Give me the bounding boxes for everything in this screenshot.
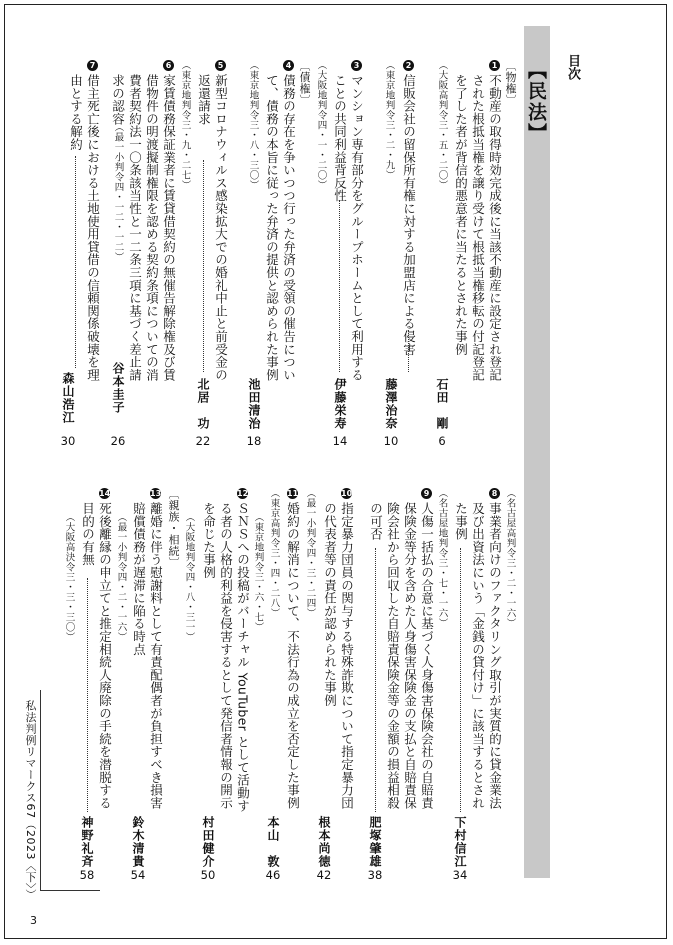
- author-name: 森山浩江: [61, 372, 75, 424]
- page-ref: 58: [79, 868, 95, 882]
- item-title-line: 家賃債務保証業者に賃貸借契約の無催告解除権及び賃: [161, 74, 177, 382]
- category-obligations: 〔債権〕: [298, 60, 311, 106]
- item-number: 11: [287, 489, 299, 498]
- item-title-line: 由とする解約: [68, 74, 84, 151]
- author-name: 根本尚徳: [317, 816, 331, 868]
- item-title-line: 事業者向けのファクタリング取引が実質的に貸金業法: [487, 502, 503, 810]
- item-title-line: 新型コロナウィルス感染拡大での婚礼中止と前受金の: [213, 74, 229, 382]
- author-name: 谷本圭子: [111, 362, 125, 414]
- court-reference: （大阪高判令三・五・二〇）: [436, 60, 448, 190]
- item-number: 12: [237, 489, 249, 498]
- item-title-line: の代表者等の責任が認められた事例: [322, 502, 338, 707]
- item-title-line: た事例: [453, 502, 469, 541]
- section-heading: 【民法】: [525, 60, 547, 144]
- author-name: 伊藤栄寿: [333, 378, 347, 430]
- item-title-line: の可否: [368, 502, 384, 541]
- court-reference: （大阪地判令四・一・二〇）: [315, 60, 327, 190]
- court-reference: （東京地判令三・六・七）: [252, 512, 264, 632]
- author-name: 神野礼斉: [80, 816, 94, 868]
- author-name: 北居 功: [196, 378, 210, 430]
- item-number: 8: [489, 488, 500, 499]
- item-title-line: 借主死亡後における土地使用貸借の信頼関係破壊を理: [85, 74, 101, 382]
- item-title-line: 離婚に伴う慰謝料として有責配偶者が負担すべき損害: [148, 502, 164, 810]
- item-title-line: 信販会社の留保所有権に対する加盟店による侵害: [401, 74, 417, 356]
- leader-dots: [408, 330, 409, 372]
- item-title-line: 人傷一括払の合意に基づく人身傷害保険会社の自賠責: [419, 502, 435, 810]
- page-ref: 14: [332, 434, 348, 448]
- court-reference: （最一小判令四・三・二四）: [304, 488, 316, 618]
- item-number: 7: [87, 60, 98, 71]
- page-ref: 22: [195, 434, 211, 448]
- item-number: 5: [215, 60, 226, 71]
- author-name: 下村信江: [453, 816, 467, 868]
- author-name: 池田清治: [247, 378, 261, 430]
- court-reference: （最一小判令四・二・一六）: [115, 512, 127, 642]
- item-title-line: を命じた事例: [201, 502, 217, 579]
- page-ref: 38: [367, 868, 383, 882]
- item-title-line: 不動産の取得時効完成後に当該不動産に設定され登記: [487, 74, 503, 382]
- category-property: 〔物権〕: [504, 60, 517, 106]
- page-ref: 18: [246, 434, 262, 448]
- page-ref: 34: [452, 868, 468, 882]
- item-title-line: 求の認容: [110, 74, 126, 126]
- item-title-line: 返還請求: [196, 74, 212, 126]
- margin-rule: [40, 690, 41, 890]
- item-title-line: 保険金等分を含めた人身傷害保険金の支払と自賠責保: [402, 502, 418, 810]
- court-reference: （大阪高決令三・三・三〇）: [63, 512, 75, 642]
- margin-rule-foot: [40, 890, 100, 891]
- item-title-line: 費者契約法一〇条該当性と一二条三項に基づく差止請: [127, 74, 143, 382]
- item-number: 9: [421, 488, 432, 499]
- page-title: 目次: [565, 54, 580, 80]
- item-title-line: された根抵当権を譲り受けて根抵当権移転の付記登記: [470, 74, 486, 382]
- item-title-line: 賠償債務が遅滞に陥る時点: [131, 502, 147, 656]
- item-number: 6: [163, 60, 174, 71]
- page-ref: 26: [110, 434, 126, 448]
- item-title-line: る者の人格的利益を侵害するとして発信者情報の開示: [218, 502, 234, 810]
- page-ref: 6: [438, 434, 446, 448]
- item-title-line: マンション専有部分をグループホームとして利用する: [349, 74, 365, 382]
- item-number: 13: [150, 489, 162, 498]
- court-reference: （東京高判令三・四・二八）: [268, 488, 280, 618]
- leader-dots: [460, 548, 461, 812]
- court-reference: （最一小判令四・一二・一二）: [112, 122, 124, 262]
- item-title-line: て、債務の本旨に従った弁済の提供と認められた事例: [264, 74, 280, 382]
- page-ref: 10: [383, 434, 399, 448]
- leader-dots: [339, 200, 340, 372]
- page-number: 3: [30, 914, 37, 927]
- page-ref: 50: [200, 868, 216, 882]
- section-band: [524, 26, 550, 878]
- court-reference: （東京地判令三・二・九）: [383, 60, 395, 180]
- author-name: 本山 敦: [266, 816, 280, 868]
- item-number: 2: [403, 60, 414, 71]
- category-family: 〔親族・相続〕: [167, 488, 180, 569]
- item-number: 3: [351, 60, 362, 71]
- court-reference: （大阪地判令四・八・三一）: [183, 512, 195, 642]
- author-name: 村田健介: [201, 816, 215, 868]
- court-reference: （名古屋地判令三・七・一六）: [436, 488, 448, 628]
- item-title-line: ことの共同利益背反性: [332, 74, 348, 202]
- item-number: 14: [99, 489, 111, 498]
- author-name: 肥塚肇雄: [368, 816, 382, 868]
- author-name: 鈴木清貴: [131, 816, 145, 868]
- item-number: 10: [341, 489, 353, 498]
- author-name: 藤澤治奈: [384, 378, 398, 430]
- leader-dots: [87, 578, 88, 812]
- journal-label: 私法判例リマークス67（2023〈下〉）: [24, 700, 37, 901]
- item-title-line: 指定暴力団員の関与する特殊詐欺について指定暴力団: [339, 502, 355, 810]
- item-title-line: 険会社から回収した自賠責保険金等の金額の損益相殺: [385, 502, 401, 810]
- item-title-line: ＳＮＳへの投稿がバーチャル YouTuber として活動す: [235, 502, 251, 813]
- court-reference: （東京地判令三・九・二七）: [179, 60, 191, 190]
- item-title-line: 債務の存在を争いつつ行った弁済の受領の催告につい: [281, 74, 297, 382]
- item-title-line: を了した者が背信的悪意者に当たるとされた事例: [453, 74, 469, 356]
- author-name: 石田 剛: [435, 378, 449, 430]
- page-ref: 54: [130, 868, 146, 882]
- page-ref: 42: [316, 868, 332, 882]
- item-title-line: 借物件の明渡擬制権限を認める契約条項についての消: [144, 74, 160, 382]
- item-title-line: 及び出資法にいう「金銭の貸付け」に該当するとされ: [470, 502, 486, 810]
- court-reference: （東京地判令三・八・三〇）: [247, 60, 259, 190]
- item-title-line: 死後離縁の申立てと推定相続人廃除の手続を潜脱する: [97, 502, 113, 810]
- item-number: 4: [283, 60, 294, 71]
- item-number: 1: [489, 60, 500, 71]
- leader-dots: [375, 548, 376, 812]
- page-ref: 30: [60, 434, 76, 448]
- item-title-line: 婚約の解消について、不法行為の成立を否定した事例: [285, 502, 301, 810]
- leader-dots: [203, 160, 204, 372]
- page-ref: 46: [265, 868, 281, 882]
- item-title-line: 目的の有無: [80, 502, 96, 566]
- leader-dots: [75, 156, 76, 368]
- court-reference: （名古屋高判令三・二・一六）: [504, 488, 516, 628]
